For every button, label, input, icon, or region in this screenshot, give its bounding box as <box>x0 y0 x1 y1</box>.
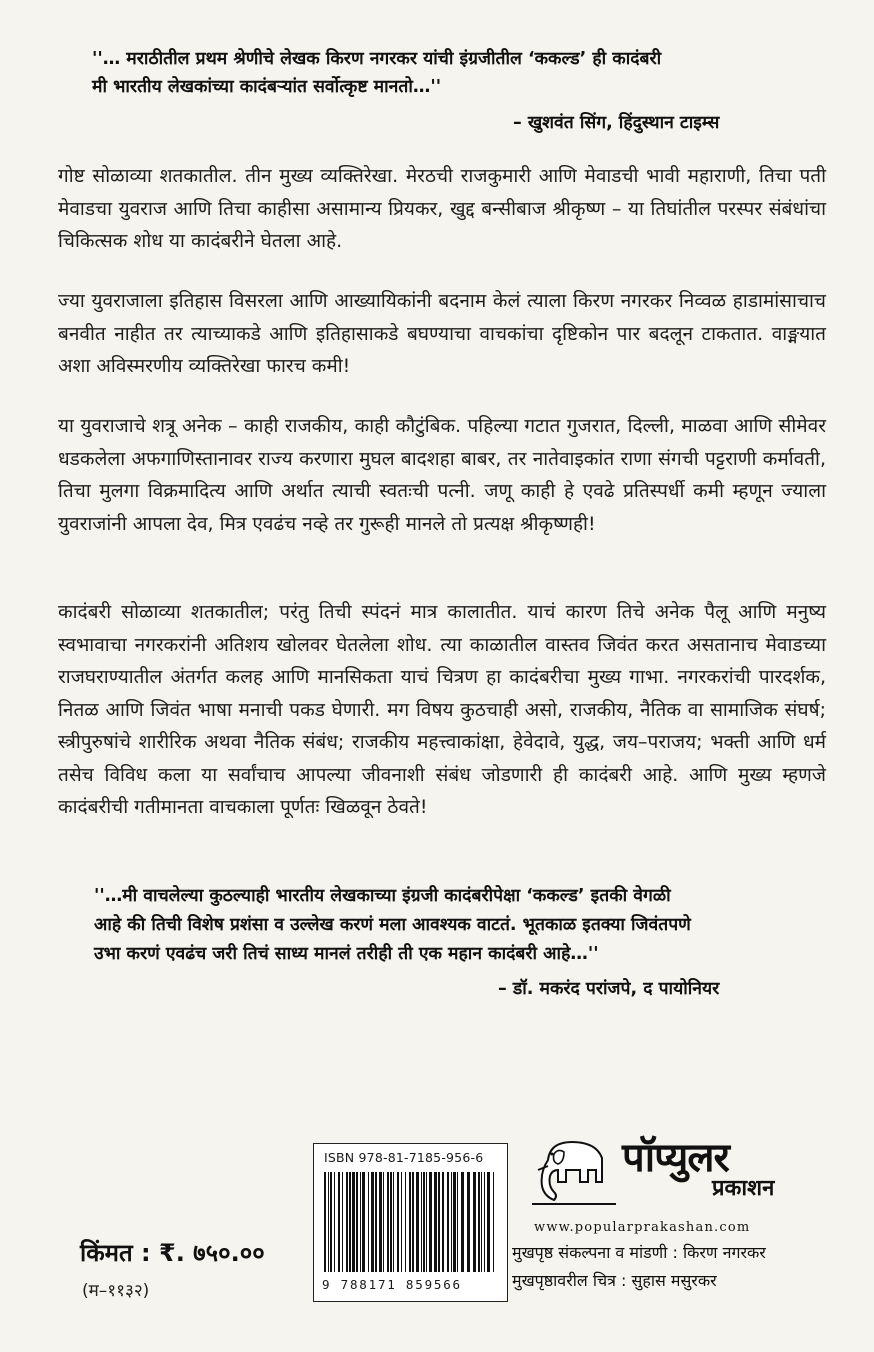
isbn-barcode <box>313 1143 508 1302</box>
quote-line: आहे की तिची विशेष प्रशंसा व उल्लेख करणं मला आवश्यक वाटतं. भूतकाळ इतक्या जिवंतपणे <box>94 915 691 935</box>
description-paragraph-1 <box>58 160 826 258</box>
quote-makarand-paranjape <box>94 882 814 969</box>
paragraph-text: कादंबरी सोळाव्या शतकातील; परंतु तिची स्पंदनं मात्र कालातीत. याचं कारण तिचे अनेक पैलू आणि मनुष्य स्वभावाचा नगरकरांनी अतिशय खोलवर घेतलेला शोध. त्या काळातील वास्तव जिवंत करत असतानाच मेवाडच्या राजघराण्यातील अंतर्गत कलह आणि मानसिकता याचं चित्रण हा कादंबरीचा मुख्य गाभा. नगरकरांची पारदर्शक, नितळ आणि जिवंत भाषा मनाची पकड घेणारी. मग विषय कुठचाही असो, राजकीय, नैतिक वा सामाजिक संघर्ष; स्त्रीपुरुषांचे शारीरिक अथवा नैतिक संबंध; राजकीय महत्त्वाकांक्षा, हेवेदावे, युद्ध, जय–पराजय; भक्ती आणि धर्म तसेच विविध कला या सर्वांचाच आपल्या जीवनाशी संबंध जोडणारी ही कादंबरी आहे. आणि मुख्य म्हणजे कादंबरीची गतीमानता वाचकाला पूर्णतः खिळवून ठेवते! <box>58 601 826 818</box>
cover-design-credit: मुखपृष्ठ संकल्पना व मांडणी : किरण नगरकर <box>512 1243 766 1262</box>
publisher-name: पॉप्युलर <box>622 1135 729 1181</box>
quote-khushwant-singh <box>92 45 812 101</box>
quote-attribution: – डॉ. मकरंद परांजपे, द पायोनियर <box>498 979 720 999</box>
catalog-code: (म–११३२) <box>82 1281 150 1301</box>
paragraph-text: ज्या युवराजाला इतिहास विसरला आणि आख्यायिकांनी बदनाम केलं त्याला किरण नगरकर निव्वळ हाडामांसाचाच बनवीत नाहीत तर त्याच्याकडे आणि इतिहासाकडे बघण्याचा वाचकांचा दृष्टिकोन पार बदलून टाकतात. वाङ्मयात अशा अविस्मरणीय व्यक्तिरेखा फारच कमी! <box>58 290 826 377</box>
description-paragraph-3 <box>58 410 826 540</box>
quote-line: मी भारतीय लेखकांच्या कादंबऱ्यांत सर्वोत्कृष्ट मानतो…'' <box>92 77 442 97</box>
publisher-website: www.popularprakashan.com <box>534 1220 751 1235</box>
quote-attribution: – खुशवंत सिंग, हिंदुस्थान टाइम्स <box>513 113 720 133</box>
barcode-bars <box>324 1172 496 1272</box>
description-paragraph-2 <box>58 285 826 383</box>
elephant-icon <box>530 1130 620 1210</box>
description-paragraph-4 <box>58 596 826 824</box>
quote-line: ''… मराठीतील प्रथम श्रेणीचे लेखक किरण नगरकर यांची इंग्रजीतील ‘ककल्ड’ ही कादंबरी <box>92 49 662 69</box>
isbn-label: ISBN 978-81-7185-956-6 <box>324 1150 484 1165</box>
publisher-logo <box>530 1130 830 1218</box>
paragraph-text: गोष्ट सोळाव्या शतकातील. तीन मुख्य व्यक्तिरेखा. मेरठची राजकुमारी आणि मेवाडची भावी महाराणी, तिचा पती मेवाडचा युवराज आणि तिचा काहीसा असामान्य प्रियकर, खुद्द बन्सीबाज श्रीकृष्ण – या तिघांतील परस्पर संबंधांचा चिकित्सक शोध या कादंबरीने घेतला आहे. <box>58 165 826 252</box>
barcode-digits: 9 788171 859566 <box>322 1277 462 1292</box>
paragraph-text: या युवराजाचे शत्रू अनेक – काही राजकीय, काही कौटुंबिक. पहिल्या गटात गुजरात, दिल्ली, माळवा आणि सीमेवर धडकलेला अफगाणिस्तानावर राज्य करणारा मुघल बादशहा बाबर, तर नातेवाइकांत राणा संगची पट्टराणी कर्मावती, तिचा मुलगा विक्रमादित्य आणि अर्थात त्याची स्वतःची पत्नी. जणू काही हे एवढे प्रतिस्पर्धी कमी म्हणून ज्याला युवराजांनी आपला देव, मित्र एवढंच नव्हे तर गुरूही मानले तो प्रत्यक्ष श्रीकृष्णही! <box>58 415 826 535</box>
publisher-subname: प्रकाशन <box>712 1176 775 1201</box>
quote-line: ''…मी वाचलेल्या कुठल्याही भारतीय लेखकाच्या इंग्रजी कादंबरीपेक्षा ‘ककल्ड’ इतकी वेगळी <box>94 886 671 906</box>
quote-line: उभा करणं एवढंच जरी तिचं साध्य मानलं तरीही ती एक महान कादंबरी आहे…'' <box>94 944 599 964</box>
cover-illustration-credit: मुखपृष्ठावरील चित्र : सुहास मसुरकर <box>512 1271 717 1290</box>
price-label: किंमत : ₹. ७५०.०० <box>80 1239 265 1267</box>
